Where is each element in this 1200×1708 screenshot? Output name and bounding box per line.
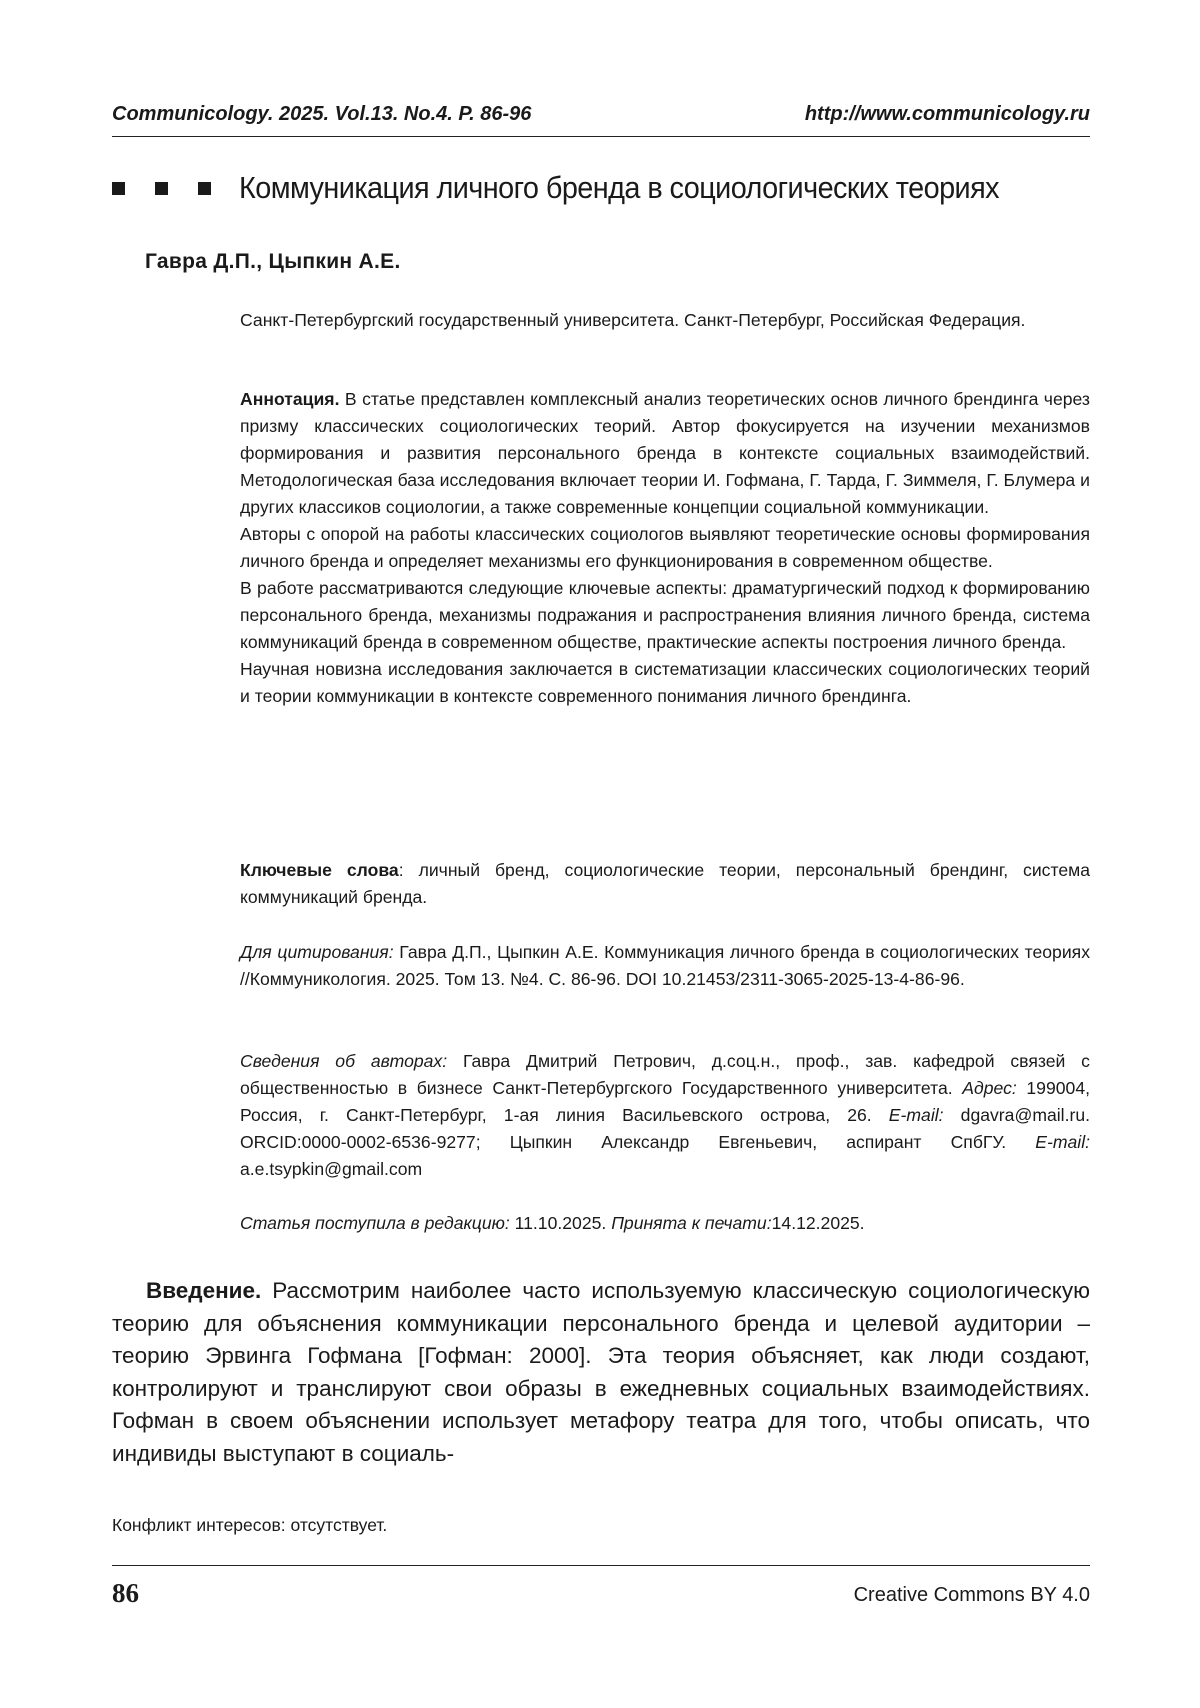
conflict-of-interest: Конфликт интересов: отсутствует. [112, 1515, 388, 1535]
about-label: Сведения об авторах: [240, 1051, 448, 1071]
license-text: Creative Commons BY 4.0 [853, 1584, 1090, 1606]
article-authors: Гавра Д.П., Цыпкин А.Е. [145, 250, 401, 273]
page-number: 86 [112, 1578, 139, 1608]
article-title: Коммуникация личного бренда в социологических теориях [239, 170, 1000, 205]
citation-label: Для цитирования: [240, 942, 394, 962]
author-affiliation: Санкт-Петербургский государственный университета. Санкт-Петербург, Российская Федерация. [240, 310, 1026, 330]
square-bullet-icon [112, 182, 125, 195]
abstract-paragraph: Авторы с опорой на работы классических социологов выявляют теоретические основы формирования личного бренда и определяет механизмы его функционирования в современном обществе. [240, 524, 1090, 571]
footer-divider [112, 1565, 1090, 1566]
accepted-label: Принята к печати: [611, 1213, 772, 1233]
abstract-label: Аннотация. [240, 389, 340, 409]
header-divider [112, 136, 1090, 137]
address-label: Адрес: [962, 1078, 1017, 1098]
journal-citation-header: Communicology. 2025. Vol.13. No.4. P. 86-96 [112, 103, 532, 125]
article-dates [240, 1210, 1090, 1237]
email-text: a.e.tsypkin@gmail.com [240, 1159, 423, 1179]
journal-url[interactable]: http://www.communicology.ru [804, 103, 1090, 125]
abstract-paragraph [240, 386, 1090, 521]
about-text: Гавра Дмитрий Петрович, д.соц.н., проф., зав. кафедрой связей с общественностью в бизнесе Санкт-Петербургского Государственного университета. [240, 1051, 1090, 1098]
abstract [240, 386, 1090, 710]
article-title-row [112, 166, 1112, 210]
citation-block [240, 939, 1090, 993]
about-authors [240, 1048, 1090, 1183]
introduction [112, 1275, 1090, 1470]
email-orcid-text: dgavra@mail.ru. ORCID:0000-0002-6536-9277; Цыпкин Александр Евгеньевич, аспирант СпбГУ. [240, 1105, 1090, 1152]
abstract-paragraph: Научная новизна исследования заключается в систематизации классических социологических теорий и теории коммуникации в контексте современного понимания личного брендинга. [240, 659, 1090, 706]
citation-text: Гавра Д.П., Цыпкин А.Е. Коммуникация личного бренда в социологических теориях //Коммуникология. 2025. Том 13. №4. С. 86-96. DOI 10.21453/2311-3065-2025-13-4-86-96. [240, 942, 1090, 989]
email-label: E-mail: [1035, 1132, 1090, 1152]
introduction-text: Рассмотрим наиболее часто используемую классическую социологическую теорию для объяснения коммуникации персонального бренда и целевой аудитории – теорию Эрвинга Гофмана [Гофман: 2000]. Эта теория объясняет, как люди создают, контролируют и транслируют свои образы в ежедневных социальных взаимодействиях. Гофман в своем объяснении использует метафору театра для того, чтобы описать, что индивиды выступают в социаль- [112, 1278, 1090, 1466]
received-label: Статья поступила в редакцию: [240, 1213, 510, 1233]
keywords [240, 857, 1090, 911]
received-date: 11.10.2025. [509, 1213, 612, 1233]
introduction-heading: Введение. [146, 1278, 262, 1303]
running-header [112, 103, 1090, 133]
square-bullet-icon [198, 182, 211, 195]
square-bullet-icon [155, 182, 168, 195]
accepted-date: 14.12.2025. [771, 1213, 865, 1233]
keywords-label: Ключевые слова [240, 860, 399, 880]
keywords-text: : личный бренд, социологические теории, персональный брендинг, система коммуникаций бренда. [240, 860, 1090, 907]
abstract-text: В статье представлен комплексный анализ теоретических основ личного брендинга через призму классических социологических теорий. Автор фокусируется на изучении механизмов формирования и развития персонального бренда в контексте социальных взаимодействий. Методологическая база исследования включает теории И. Гофмана, Г. Тарда, Г. Зиммеля, Г. Блумера и других классиков социологии, а также современные концепции социальной коммуникации. [240, 389, 1090, 517]
address-text: 199004, Россия, г. Санкт-Петербург, 1-ая линия Васильевского острова, 26. [240, 1078, 1090, 1125]
abstract-paragraph: В работе рассматриваются следующие ключевые аспекты: драматургический подход к формированию персонального бренда, механизмы подражания и распространения влияния личного бренда, система коммуникаций бренда в современном обществе, практические аспекты построения личного бренда. [240, 578, 1090, 652]
email-label: E-mail: [888, 1105, 944, 1125]
